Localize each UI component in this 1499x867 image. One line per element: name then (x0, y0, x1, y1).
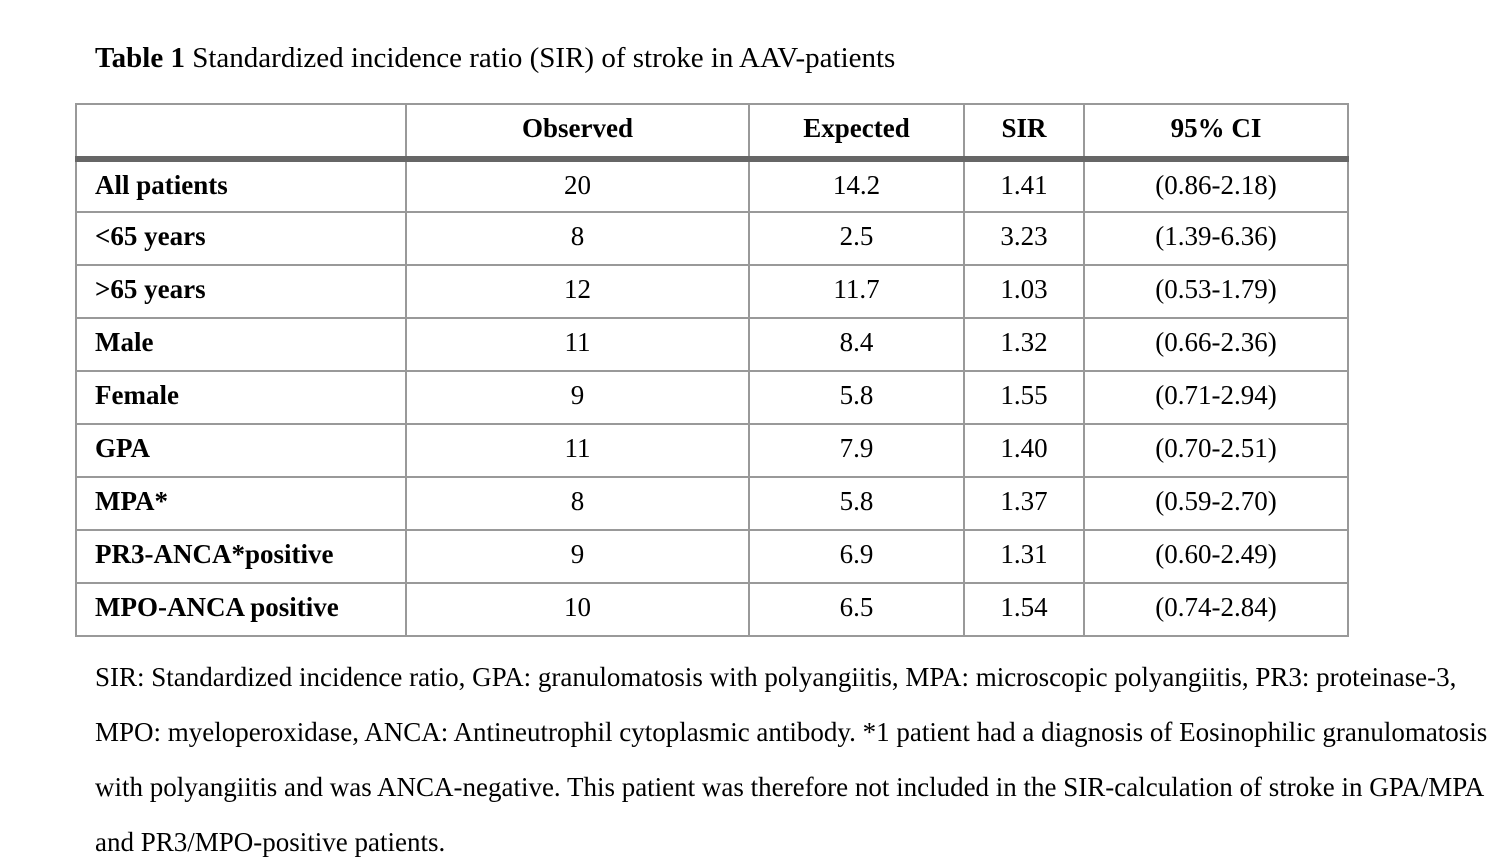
table-body (76, 159, 1348, 636)
cell-sir: 1.55 (964, 371, 1084, 424)
cell-ci: (0.70-2.51) (1084, 424, 1348, 477)
cell-ci: (0.53-1.79) (1084, 265, 1348, 318)
cell-sir: 1.54 (964, 583, 1084, 636)
table-header (76, 104, 1348, 159)
cell-observed: 11 (406, 424, 749, 477)
column-header-sir: SIR (964, 104, 1084, 159)
cell-observed: 20 (406, 159, 749, 212)
cell-label: <65 years (76, 212, 406, 265)
cell-label: Female (76, 371, 406, 424)
cell-ci: (0.66-2.36) (1084, 318, 1348, 371)
cell-label: MPO-ANCA positive (76, 583, 406, 636)
cell-label: All patients (76, 159, 406, 212)
sir-table (75, 103, 1349, 637)
cell-expected: 7.9 (749, 424, 964, 477)
cell-label: MPA* (76, 477, 406, 530)
cell-observed: 8 (406, 212, 749, 265)
table-header-row (76, 104, 1348, 159)
cell-expected: 11.7 (749, 265, 964, 318)
cell-expected: 5.8 (749, 477, 964, 530)
column-header-expected: Expected (749, 104, 964, 159)
cell-expected: 6.5 (749, 583, 964, 636)
cell-observed: 11 (406, 318, 749, 371)
column-header-empty (76, 104, 406, 159)
table-row (76, 265, 1348, 318)
cell-expected: 6.9 (749, 530, 964, 583)
table-row (76, 477, 1348, 530)
table-row (76, 371, 1348, 424)
cell-ci: (0.86-2.18) (1084, 159, 1348, 212)
cell-expected: 8.4 (749, 318, 964, 371)
cell-sir: 1.32 (964, 318, 1084, 371)
table-caption-number: Table 1 (95, 42, 185, 74)
cell-ci: (0.59-2.70) (1084, 477, 1348, 530)
cell-label: PR3-ANCA*positive (76, 530, 406, 583)
cell-sir: 3.23 (964, 212, 1084, 265)
column-header-ci: 95% CI (1084, 104, 1348, 159)
table-row (76, 212, 1348, 265)
cell-expected: 2.5 (749, 212, 964, 265)
table-row (76, 318, 1348, 371)
cell-label: GPA (76, 424, 406, 477)
cell-sir: 1.41 (964, 159, 1084, 212)
cell-label: Male (76, 318, 406, 371)
cell-sir: 1.37 (964, 477, 1084, 530)
cell-ci: (0.71-2.94) (1084, 371, 1348, 424)
cell-expected: 5.8 (749, 371, 964, 424)
table-row (76, 583, 1348, 636)
table-row (76, 159, 1348, 212)
cell-observed: 12 (406, 265, 749, 318)
table-row (76, 424, 1348, 477)
cell-observed: 10 (406, 583, 749, 636)
cell-sir: 1.40 (964, 424, 1084, 477)
cell-sir: 1.03 (964, 265, 1084, 318)
cell-ci: (1.39-6.36) (1084, 212, 1348, 265)
column-header-observed: Observed (406, 104, 749, 159)
cell-observed: 8 (406, 477, 749, 530)
table-footnote: SIR: Standardized incidence ratio, GPA: granulomatosis with polyangiitis, MPA: microscopic polyangiitis, PR3: proteinase-3, MPO: myeloperoxidase, ANCA: Antineutrophil cytoplasmic antibody. *1 patient had a diagnosis of Eosinophilic granulomatosis with polyangiitis and was ANCA-negative. This patient was therefore not included in the SIR-calculation of stroke in GPA/MPA and PR3/MPO-positive patients. (95, 662, 1488, 857)
cell-expected: 14.2 (749, 159, 964, 212)
table-caption (95, 42, 895, 75)
cell-observed: 9 (406, 371, 749, 424)
cell-sir: 1.31 (964, 530, 1084, 583)
cell-ci: (0.74-2.84) (1084, 583, 1348, 636)
cell-ci: (0.60-2.49) (1084, 530, 1348, 583)
cell-label: >65 years (76, 265, 406, 318)
table-row (76, 530, 1348, 583)
table-caption-text: Standardized incidence ratio (SIR) of stroke in AAV-patients (192, 42, 896, 74)
cell-observed: 9 (406, 530, 749, 583)
